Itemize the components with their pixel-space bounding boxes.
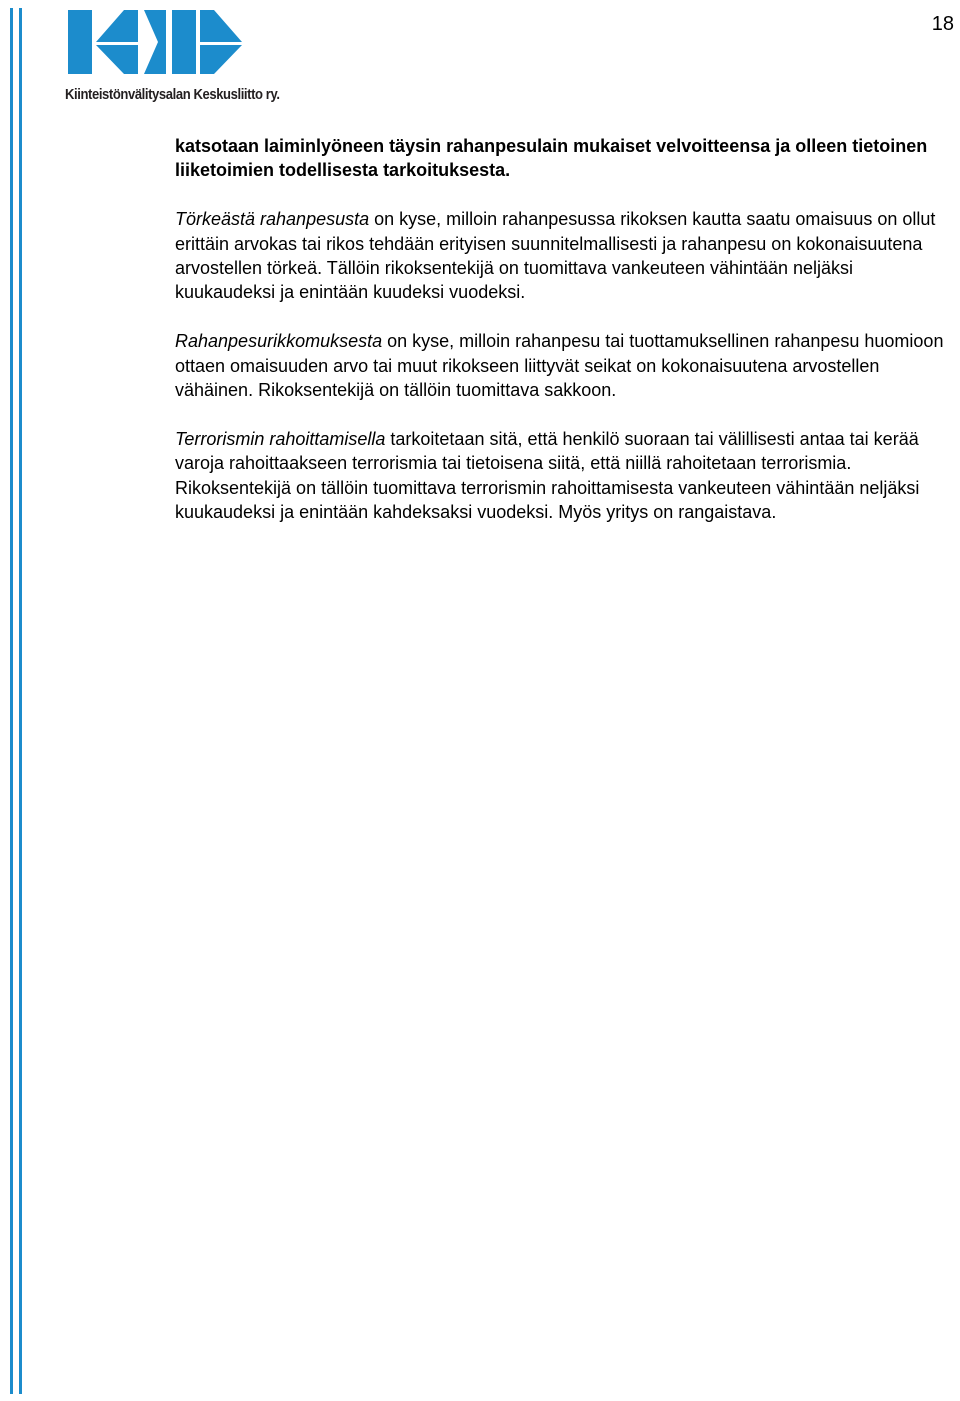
paragraph-terrorismin-rahoittaminen xyxy=(175,427,957,525)
document-body xyxy=(175,134,957,549)
left-margin-bar-outer xyxy=(10,8,13,1394)
term-torkea-rahanpesu: Törkeästä rahanpesusta xyxy=(175,209,370,230)
term-terrorismin-rahoittaminen: Terrorismin rahoittamisella xyxy=(175,428,386,449)
term-rahanpesurikkomus: Rahanpesurikkomuksesta xyxy=(175,331,383,352)
logo-wordmark: Kiinteistönvälitysalan Keskusliitto ry. xyxy=(65,87,280,103)
intro-bold-paragraph: katsotaan laiminlyöneen täysin rahanpesulain mukaiset velvoitteensa ja olleen tietoinen liiketoimien todellisesta tarkoituksesta. xyxy=(175,136,928,181)
page-number: 18 xyxy=(931,13,954,35)
paragraph-rahanpesurikkomus xyxy=(175,329,957,402)
left-margin-bar-inner xyxy=(19,8,22,1394)
paragraph-text: tarkoitetaan sitä, että henkilö suoraan tai välillisesti antaa tai kerää varoja rahoittaakseen terrorismia tai tietoisena siitä, että niillä rahoitetaan terrorismia. Rikoksentekijä on tällöin tuomittava terrorismin rahoittamisesta vankeuteen vähintään neljäksi kuukaudeksi ja enintään kahdeksaksi vuodeksi. Myös yritys on rangaistava. xyxy=(175,428,920,523)
paragraph-text: on kyse, milloin rahanpesu tai tuottamuksellinen rahanpesu huomioon ottaen omaisuuden arvo tai muut rikokseen liittyvät seikat on kokonaisuutena arvostellen vähäinen. Rikoksentekijä on tällöin tuomittava sakkoon. xyxy=(175,331,944,401)
kk-logo-icon xyxy=(62,8,264,76)
kiinteistonvalitysalan-keskusliitto-logo xyxy=(62,8,280,106)
paragraph-torkea-rahanpesu xyxy=(175,207,957,305)
paragraph-text: on kyse, milloin rahanpesussa rikoksen kautta saatu omaisuus on ollut erittäin arvokas tai rikos tehdään erityisen suunnitelmallisesti ja rahanpesu on kokonaisuutena arvostellen törkeä. Tällöin rikoksentekijä on tuomittava vankeuteen vähintään neljäksi kuukaudeksi ja enintään kuudeksi vuodeksi. xyxy=(175,209,936,303)
